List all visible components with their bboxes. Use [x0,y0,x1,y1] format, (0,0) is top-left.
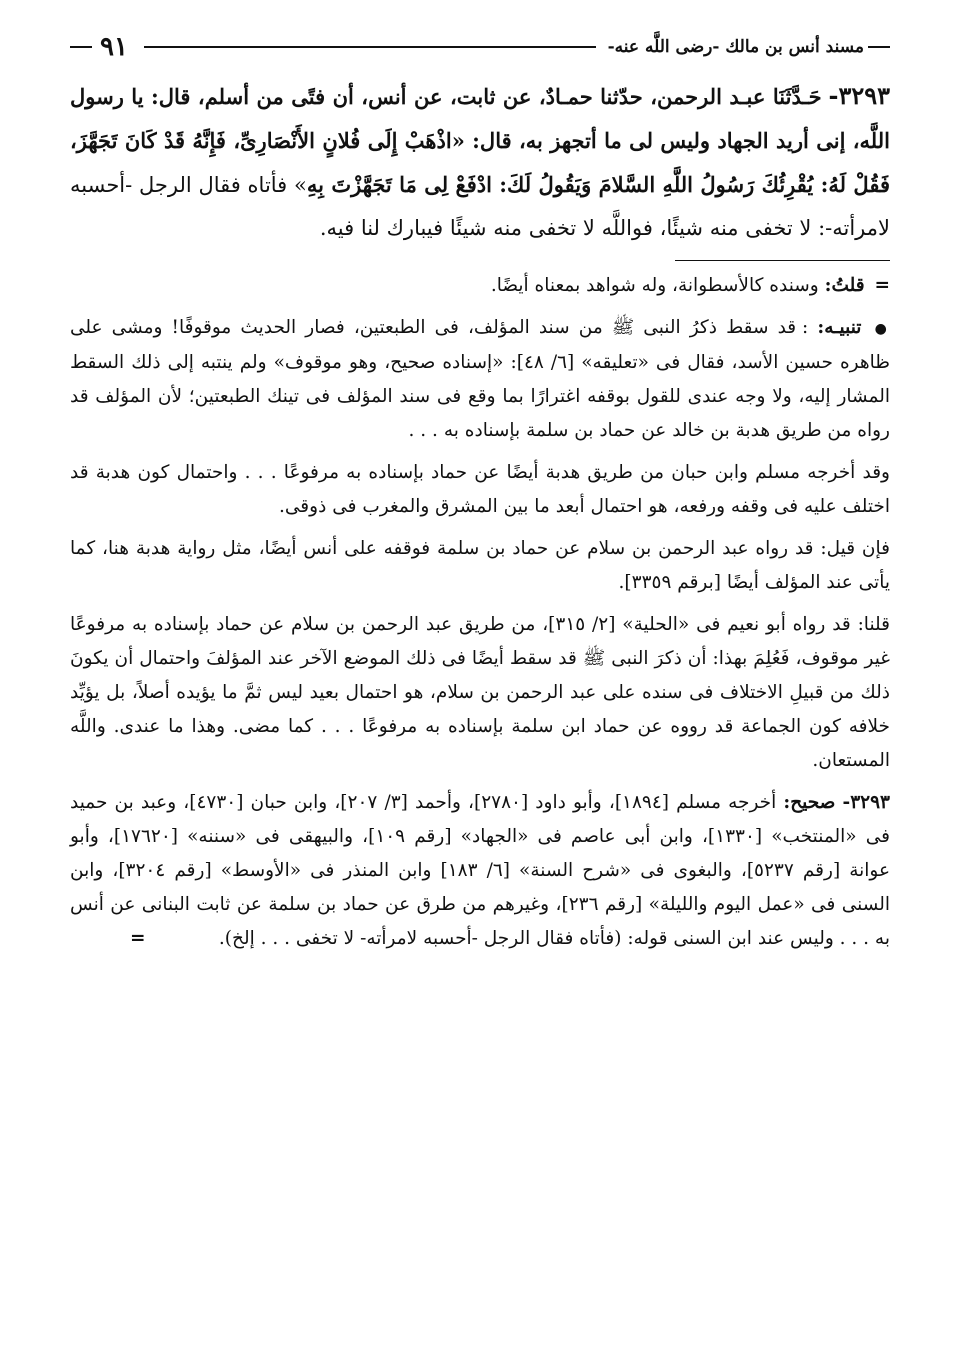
tanbih-text: : قد سقط ذكرُ النبى ﷺ من سند المؤلف، فى الطبعتين، فصار الحديث موقوفًا! ومشى على ظاهره حسين الأسد، فقال فى «تعليقه» [٦/ ٤٨]: «إسناده صحيح، وهو موقوف» ولم ينتبه إلى ذلك السقط المشار إليه، ولا وجه عندى للقول بوقفه اغترارًا بما وقع فى سند المؤلف فى تينك الطبعتين؛ لأن المؤلف قد رواه من طريق هدبة بن خالد عن حماد بن سلمة بإسناده به . . . [70,317,890,441]
takhrij-last: (فأتاه فقال الرجل -أحسبه لامرأته- لا تخفى . . . إلخ). [218,928,622,949]
note-paragraph-2: وقد أخرجه مسلم وابن حبان من طريق هدبة أيضًا عن حماد بإسناده به مرفوعًا . . . واحتمال كون هدبة قد اختلف عليه فى وقفه ورفعه، هو احتمال أبعد ما بين المشرق والمغرب فى ذوقى. [70,462,890,517]
hadith-text [70,74,890,250]
continuation-marker-end: = [130,928,146,949]
takhrij-number: ٣٢٩٣- [842,792,890,813]
qultu-label: قلتُ: [824,275,865,296]
note-paragraph-3: فإن قيل: قد رواه عبد الرحمن بن سلام عن حماد بن سلمة فوقفه على أنس أيضًا، مثل رواية هدبة هنا، كما يأتى عند المؤلف أيضًا [برقم ٣٣٥٩]. [70,538,890,593]
header-rule [144,46,596,48]
footnote-divider [675,260,890,261]
header-rule-right [868,46,890,48]
takhrij-label: صحيح: [783,792,836,813]
page-number: ٩١ [100,32,128,62]
tanbih-label: تنبيـه: [817,317,862,338]
page [70,28,890,1345]
hadith-number: ٣٢٩٣- [828,81,890,110]
page-header [70,28,890,66]
running-title: مسند أنس بن مالك -رضى اللَّه عنه- [607,37,864,57]
continuation-marker: = [874,275,890,296]
note-paragraph-4: قلنا: قد رواه أبو نعيم فى «الحلية» [٢/ ٣١٥]، من طريق عبد الرحمن بن سلام عن حماد بإسناده به مرفوعًا غير موقوف، فَعُلِمَ بهذا: أن ذكرَ النبى ﷺ قد سقط أيضًا فى ذلك الموضع الآخر عند المؤلفَ واحتمال أن يكونَ ذلك من قبيلِ الاختلاف فى سنده على عبد الرحمن بن سلام، هو احتمال بعيد ليس ثمَّ ما يؤيده أصلاً، بل يؤيِّد خلافه كون الجماعة قد رووه عن حماد ابن سلمة بإسناده به مرفوعًا . . . كما مضى. وهذا ما عندى. واللَّه المستعان. [70,614,890,771]
bullet-icon: ● [874,321,890,337]
header-rule-left [70,46,92,48]
hadith-isnad: حَـدَّثَنَا عبـد الرحمن، حدّثنا حمـادٌ، عن ثابت، عن أنس، أن فتًى من أسلم، قال: يا رسول اللَّه، إنى أريد الجهاد وليس لى ما أتجهز به، قال: « [70,84,890,153]
note-qultu [70,269,890,303]
note-tanbih [70,311,890,448]
note-takhrij [70,786,890,956]
qultu-text: وسنده كالأسطوانة، وله شواهد بمعناه أيضًا. [490,275,819,296]
hadith-rest: » فأتاه فقال الرجل -أحسبه لامرأته-: لا تخفى منه شيئًا، فواللَّه لا تخفى منه شيئًا فيبارك لنا فيه. [70,173,890,240]
takhrij-text: أخرجه مسلم [١٨٩٤]، وأبو داود [٢٧٨٠]، وأحمد [٣/ ٢٠٧]، وابن حبان [٤٧٣٠]، وعبد بن حميد فى «المنتخب» [١٣٣٠]، وابن أبى عاصم فى «الجهاد» [رقم ١٠٩]، والبيهقى فى «سننه» [١٧٦٢٠]، وأبو عوانة [رقم ٥٢٣٧]، والبغوى فى «شرح السنة» [٦/ ١٨٣] وابن المنذر فى «الأوسط» [رقم ٣٢٠٤]، وابن السنى فى «عمل اليوم والليلة» [رقم ٢٣٦]، وغيرهم من طرق عن حماد بن سلمة عن ثابت البنانى عن أنس به . . . وليس عند ابن السنى قوله: [70,792,891,949]
hadith-prophet-speech: اذْهَبْ إِلَى فُلانٍ الأَنْصَارِىِّ، فَإِنَّهُ قَدْ كَانَ تَجَهَّزَ، فَقُلْ لَهُ: يُقْرِئُكَ رَسُولُ اللَّهِ السَّلامَ وَيَقُولُ لَكَ: ادْفَعْ لِى مَا تَجَهَّزْتَ بِهِ [70,128,890,197]
